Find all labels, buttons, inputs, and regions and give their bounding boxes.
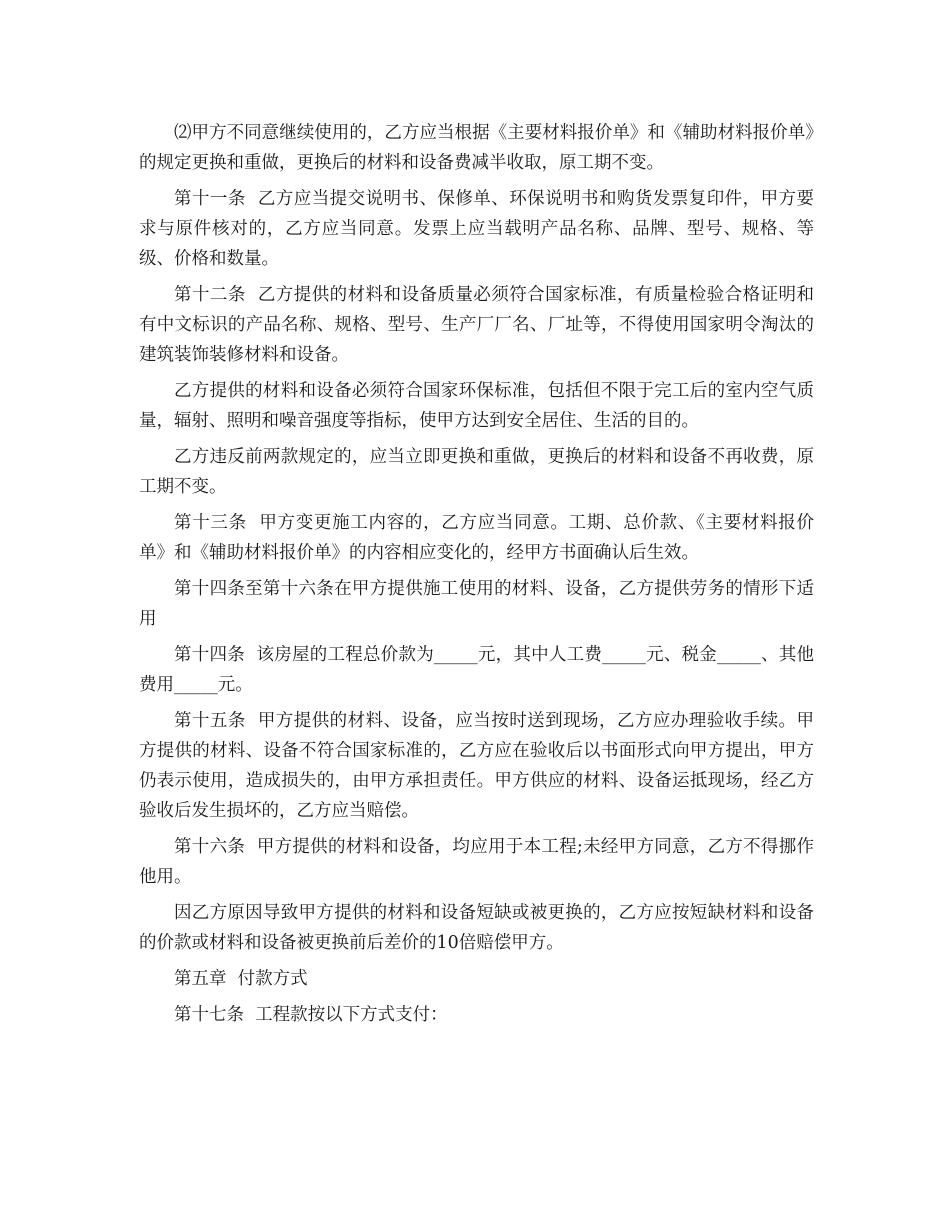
paragraph-article-12: 第十二条 乙方提供的材料和设备质量必须符合国家标准，有质量检验合格证明和有中文标识的产品名称、规格、型号、生产厂厂名、厂址等，不得使用国家明令淘汰的建筑装饰装修材料和设备。 <box>139 285 814 365</box>
paragraph-article-14: 第十四条 该房屋的工程总价款为_____元，其中人工费_____元、税金_____、其他费用_____元。 <box>139 645 814 695</box>
paragraph-article-11: 第十一条 乙方应当提交说明书、保修单、环保说明书和购货发票复印件，甲方要求与原件核对的，乙方应当同意。发票上应当载明产品名称、品牌、型号、规格、等级、价格和数量。 <box>139 189 814 269</box>
paragraph-article-16: 第十六条 甲方提供的材料和设备，均应用于本工程;未经甲方同意，乙方不得挪作他用。 <box>139 837 814 887</box>
paragraph-article-17: 第十七条 工程款按以下方式支付： <box>174 1005 448 1025</box>
chapter-heading-payment: 第五章 付款方式 <box>174 969 308 989</box>
paragraph-article-13: 第十三条 甲方变更施工内容的，乙方应当同意。工期、总价款、《主要材料报价单》和《辅助材料报价单》的内容相应变化的，经甲方书面确认后生效。 <box>139 513 814 563</box>
paragraph-articles-14-16-scope: 第十四条至第十六条在甲方提供施工使用的材料、设备，乙方提供劳务的情形下适用 <box>139 579 814 629</box>
document-page <box>139 118 814 1036</box>
paragraph-violation-redo: 乙方违反前两款规定的，应当立即更换和重做，更换后的材料和设备不再收费，原工期不变。 <box>139 447 814 497</box>
paragraph-article-15: 第十五条 甲方提供的材料、设备，应当按时送到现场，乙方应办理验收手续。甲方提供的材料、设备不符合国家标准的，乙方应在验收后以书面形式向甲方提出，甲方仍表示使用，造成损失的，由甲方承担责任。甲方供应的材料、设备运抵现场，经乙方验收后发生损坏的，乙方应当赔偿。 <box>139 711 814 821</box>
paragraph-item-2-replacement: ⑵甲方不同意继续使用的，乙方应当根据《主要材料报价单》和《辅助材料报价单》的规定更换和重做，更换后的材料和设备费减半收取，原工期不变。 <box>139 123 814 173</box>
paragraph-environmental-standard: 乙方提供的材料和设备必须符合国家环保标准，包括但不限于完工后的室内空气质量，辐射、照明和噪音强度等指标，使甲方达到安全居住、生活的目的。 <box>139 381 814 431</box>
paragraph-shortage-compensation: 因乙方原因导致甲方提供的材料和设备短缺或被更换的，乙方应按短缺材料和设备的价款或材料和设备被更换前后差价的10倍赔偿甲方。 <box>139 903 814 953</box>
